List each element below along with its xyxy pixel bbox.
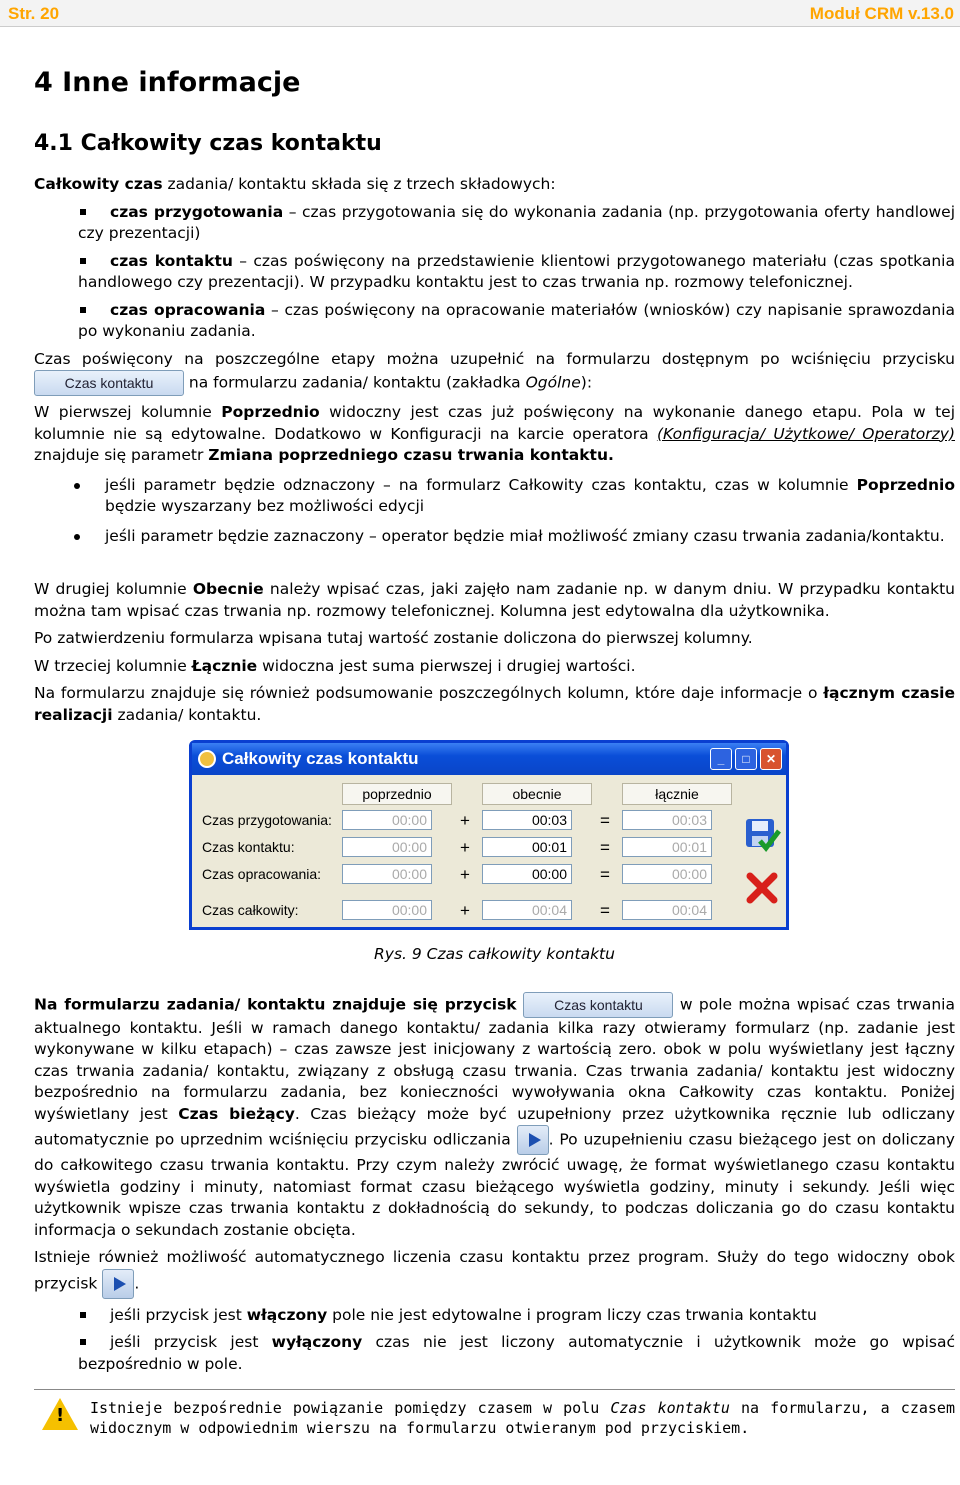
bold-text: Łącznie [191, 656, 258, 675]
paragraph-second-column [34, 579, 955, 622]
item-text: – czas poświęcony na opracowanie materiałów (wniosków) czy napisanie sprawozdania po wykonaniu zadania. [78, 300, 955, 340]
list-item [34, 1332, 955, 1375]
text: jeśli parametr będzie zaznaczony – operator będzie miał możliwość zmiany czasu trwania zadania/kontaktu. [105, 526, 945, 545]
current-field[interactable]: 00:00 [482, 864, 572, 884]
prev-field: 00:00 [342, 900, 432, 920]
plus-sign: + [460, 865, 470, 884]
paragraph-auto-count [34, 1247, 955, 1299]
text: będzie wyszarzany bez możliwości edycji [105, 497, 425, 515]
item-bold: czas kontaktu [110, 251, 233, 270]
text: jeśli parametr będzie odznaczony – na formularz Całkowity czas kontaktu, czas w kolumnie [105, 475, 857, 494]
current-field[interactable]: 00:01 [482, 837, 572, 857]
total-field: 00:00 [622, 864, 712, 884]
cancel-button[interactable] [742, 868, 782, 908]
text: . Czas bieżący może być uzupełniony przez użytkownika ręcznie lub odliczany automatycznie po uprzednim wciśnięciu przycisku odliczania [34, 1104, 955, 1149]
text: widoczny jest czas już poświęcony na wykonanie danego etapu. Pola w tej kolumnie nie są edytowalne. Dodatkowo w Konfiguracji na karcie operatora [34, 403, 955, 443]
item-text: – czas przygotowania się do wykonania zadania (np. przygotowania oferty handlowej czy prezentacji) [78, 202, 955, 242]
equals-sign: = [600, 865, 610, 884]
paragraph-button-info [34, 349, 955, 397]
row-label: Czas kontaktu: [202, 839, 295, 855]
text: Istnieje bezpośrednie powiązanie pomiędzy czasem w polu [90, 1399, 611, 1417]
bold-text: Zmiana poprzedniego czasu trwania kontaktu. [208, 446, 614, 464]
warning-icon: ! [42, 1398, 78, 1430]
prev-field: 00:00 [342, 837, 432, 857]
paragraph-confirm: Po zatwierdzeniu formularza wpisana tutaj wartość zostanie doliczona do pierwszej kolumny. [34, 629, 753, 647]
item-bold: czas opracowania [110, 300, 266, 319]
plus-sign: + [460, 838, 470, 857]
maximize-button[interactable]: □ [735, 748, 757, 770]
text: czas nie jest liczony automatycznie i użytkownik może go wpisać bezpośrednio w pole. [78, 1333, 955, 1373]
bold-text: Obecnie [192, 580, 264, 598]
save-button[interactable] [742, 815, 782, 855]
section-title: 4.1 Całkowity czas kontaktu [34, 131, 382, 156]
equals-sign: = [600, 838, 610, 857]
text: W pierwszej kolumnie [34, 403, 222, 421]
text: jeśli przycisk jest [110, 1333, 272, 1351]
bold-text: włączony [246, 1305, 328, 1324]
text: jeśli przycisk jest [110, 1305, 247, 1324]
plus-sign: + [460, 811, 470, 830]
list-item [34, 1305, 955, 1327]
dialog-titlebar [192, 743, 786, 775]
cancel-x-icon [742, 868, 782, 908]
chapter-title: 4 Inne informacje [34, 67, 301, 98]
plus-sign: + [460, 901, 470, 920]
prev-field: 00:00 [342, 864, 432, 884]
prev-field: 00:00 [342, 810, 432, 830]
clock-icon [198, 750, 216, 768]
row-label: Czas przygotowania: [202, 812, 332, 828]
text: Istnieje również możliwość automatycznego liczenia czasu kontaktu przez program. Służy do tego widoczny obok przycisk [34, 1248, 955, 1292]
row-label: Czas opracowania: [202, 866, 322, 882]
intro-paragraph [34, 174, 955, 196]
italic-text: (Konfiguracja/ Użytkowe/ Operatorzy) [656, 424, 956, 443]
bold-text: wyłączony [271, 1333, 363, 1351]
text: na formularzu zadania/ kontaktu (zakładka [184, 373, 526, 392]
dialog-title: Całkowity czas kontaktu [222, 749, 419, 769]
italic-text: Ogólne [525, 373, 581, 392]
text: W drugiej kolumnie [34, 580, 193, 598]
toggle-list [34, 1305, 955, 1376]
page-content [34, 66, 955, 1438]
components-list [34, 202, 955, 343]
current-field: 00:04 [482, 900, 572, 920]
text: na formularzu, a czasem widocznym w odpowiednim wierszu na formularzu otwieranym pod przyciskiem. [90, 1399, 955, 1437]
warning-note [34, 1389, 955, 1438]
current-field[interactable]: 00:03 [482, 810, 572, 830]
paragraph-third-column [34, 656, 955, 678]
text: W trzeciej kolumnie [34, 656, 192, 675]
intro-text: zadania/ kontaktu składa się z trzech składowych: [162, 175, 556, 193]
equals-sign: = [600, 811, 610, 830]
bold-text: Poprzednio [221, 403, 320, 421]
item-bold: czas przygotowania [110, 202, 284, 221]
total-time-dialog [189, 740, 789, 930]
text: ): [580, 373, 593, 392]
text: zadania/ kontaktu. [112, 705, 262, 724]
list-item [34, 475, 955, 518]
paragraph-summary [34, 683, 955, 726]
text: Czas poświęcony na poszczególne etapy można uzupełnić na formularzu dostępnym po wciśnięciu przycisku [34, 349, 955, 368]
list-item [34, 251, 955, 294]
text: pole nie jest edytowalne i program liczy czas trwania kontaktu [327, 1305, 817, 1324]
italic-text: Czas kontaktu [610, 1399, 730, 1417]
equals-sign: = [600, 901, 610, 920]
bold-text: Poprzednio [856, 475, 955, 494]
list-item [34, 202, 955, 245]
text: w pole można wpisać czas trwania aktualnego kontaktu. Jeśli w ramach danego kontaktu/ zadania kilka razy otwieramy formularz (np. zadanie jest wykonywane w kilku etapach) – czas zawsze jest inicjowany z wartością zero. obok w polu wyświetlany jest łączny czas trwania zadania/ kontaktu, związany z obsługą czasu trwania. Czas trwania zadania/ kontaktu jest widoczny bezpośrednio na formularzu zadania, bez konieczności wywoływania okna Całkowity czas kontaktu. Poniżej wyświetlany jest [34, 995, 955, 1123]
item-text: – czas poświęcony na przedstawienie klientowi przygotowanego materiału (czas spotkania handlowego czy prezentacji). W przypadku kontaktu jest to czas trwania np. rozmowy telefonicznej. [78, 251, 955, 291]
figure-caption: Rys. 9 Czas całkowity kontaktu [374, 945, 615, 963]
list-item [34, 300, 955, 343]
text: należy wpisać czas, jaki zajęło nam zadanie np. w danym dniu. W przypadku kontaktu można tam wpisać czas trwania np. rozmowy telefonicznej. Kolumna jest edytowalna dla użytkownika. [34, 580, 955, 620]
module-name: Moduł CRM v.13.0 [809, 4, 954, 23]
countdown-play-button[interactable] [517, 1125, 549, 1155]
col-header-current: obecnie [482, 783, 592, 805]
paragraph-first-column [34, 402, 955, 467]
total-field: 00:03 [622, 810, 712, 830]
bold-text: Na formularzu zadania/ kontaktu znajduje się przycisk [34, 995, 524, 1013]
minimize-button[interactable]: _ [710, 748, 732, 770]
page-number: Str. 20 [8, 4, 60, 23]
parameter-list [34, 475, 955, 548]
text: widoczna jest suma pierwszej i drugiej wartości. [257, 656, 636, 675]
col-header-total: łącznie [622, 783, 732, 805]
list-item [34, 526, 955, 548]
czas-kontaktu-button[interactable]: Czas kontaktu [34, 370, 184, 396]
col-header-previous: poprzednio [342, 783, 452, 805]
intro-bold: Całkowity czas [34, 175, 163, 193]
page-header [0, 0, 960, 27]
total-field: 00:04 [622, 900, 712, 920]
close-button[interactable]: ✕ [760, 748, 782, 770]
text: . Po uzupełnieniu czasu bieżącego jest on doliczany do całkowitego czasu trwania kontaktu. Przy czym należy zwrócić uwagę, że format wyświetlanego czasu kontaktu wyświetla godziny i minuty, natomiast format czasu bieżącego wyświetla godziny, minuty i sekundy. Jeśli więc użytkownik wpisze czas trwania kontaktu z dokładnością do sekundy, to podczas doliczania go do czasu kontaktu informacja o sekundach zostanie obcięta. [34, 1130, 955, 1239]
paragraph-form-button [34, 992, 955, 1242]
bold-text: Czas bieżący [178, 1104, 295, 1123]
auto-count-play-button[interactable] [102, 1269, 134, 1299]
total-field: 00:01 [622, 837, 712, 857]
save-disk-icon [742, 815, 782, 855]
bold-text: łącznym czasie realizacji [34, 684, 956, 724]
czas-kontaktu-button-2[interactable]: Czas kontaktu [523, 992, 673, 1018]
text: . [134, 1274, 140, 1292]
text: znajduje się parametr [34, 446, 209, 464]
text: Na formularzu znajduje się również podsumowanie poszczególnych kolumn, które daje informacje o [34, 684, 824, 702]
row-label: Czas całkowity: [202, 902, 299, 918]
